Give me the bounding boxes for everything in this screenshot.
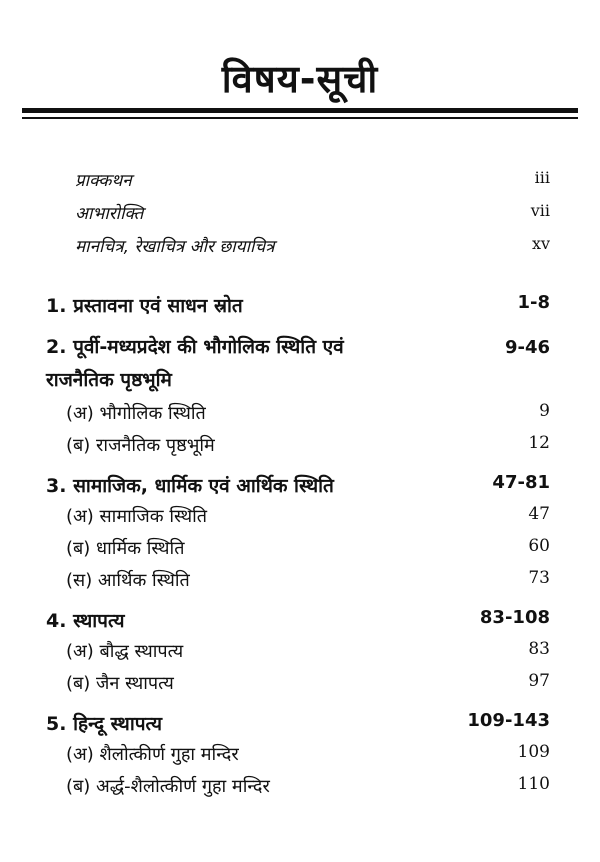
section-label: (अ) सामाजिक स्थिति <box>66 506 208 527</box>
chapter-title <box>46 710 467 736</box>
section-page: 97 <box>528 671 550 691</box>
chapter-number: 5. <box>46 713 67 735</box>
toc-section-4b[interactable] <box>46 671 550 703</box>
chapter-number: 4. <box>46 610 67 632</box>
entry-page: vii <box>530 201 550 220</box>
section-page: 110 <box>517 774 550 794</box>
toc-section-2a[interactable] <box>46 401 550 433</box>
toc-chapter-5[interactable] <box>46 710 550 742</box>
section-page: 47 <box>528 504 550 524</box>
toc-section-2b[interactable] <box>46 433 550 465</box>
section-page: 12 <box>528 433 550 453</box>
chapter-title-text: हिन्दू स्थापत्य <box>73 713 163 735</box>
chapter-title <box>46 472 492 498</box>
toc-entry-preface[interactable] <box>46 168 550 201</box>
section-page: 109 <box>517 742 550 762</box>
toc-entry-acknowledgement[interactable] <box>46 201 550 234</box>
toc-section-4a[interactable] <box>46 639 550 671</box>
section-page: 60 <box>528 536 550 556</box>
chapter-pages: 1-8 <box>517 292 550 313</box>
section-label: (स) आर्थिक स्थिति <box>66 570 190 591</box>
chapter-title-text: प्रस्तावना एवं साधन स्रोत <box>73 295 243 317</box>
section-label: (ब) राजनैतिक पृष्ठभूमि <box>66 435 215 456</box>
toc-section-5a[interactable] <box>46 742 550 774</box>
chapter-number: 3. <box>46 475 67 497</box>
toc-chapter-2[interactable] <box>46 331 550 401</box>
section-label: (ब) अर्द्ध-शैलोत्कीर्ण गुहा मन्दिर <box>66 776 270 797</box>
table-of-contents <box>46 168 550 806</box>
section-label: (अ) शैलोत्कीर्ण गुहा मन्दिर <box>66 744 239 765</box>
spacer <box>46 267 550 285</box>
toc-chapter-1[interactable] <box>46 292 550 324</box>
toc-chapter-3[interactable] <box>46 472 550 504</box>
toc-section-3b[interactable] <box>46 536 550 568</box>
chapter-title <box>46 292 517 318</box>
entry-label: आभारोक्ति <box>75 204 144 224</box>
section-page: 73 <box>528 568 550 588</box>
section-label: (ब) धार्मिक स्थिति <box>66 538 185 559</box>
toc-chapter-4[interactable] <box>46 607 550 639</box>
chapter-title <box>46 331 505 397</box>
section-label: (अ) भौगोलिक स्थिति <box>66 403 206 424</box>
chapter-number: 2. <box>46 336 67 358</box>
title-rule-thick <box>22 108 578 113</box>
section-page: 83 <box>528 639 550 659</box>
entry-page: xv <box>531 234 550 253</box>
section-label: (ब) जैन स्थापत्य <box>66 673 174 694</box>
chapter-title-text: स्थापत्य <box>73 610 125 632</box>
entry-label: प्राक्कथन <box>75 171 132 191</box>
chapter-number: 1. <box>46 295 67 317</box>
chapter-pages: 83-108 <box>479 607 550 628</box>
chapter-title-line1: पूर्वी-मध्यप्रदेश की भौगोलिक स्थिति एवं <box>73 336 344 358</box>
toc-section-5b[interactable] <box>46 774 550 806</box>
chapter-title <box>46 607 480 633</box>
chapter-title-text: सामाजिक, धार्मिक एवं आर्थिक स्थिति <box>73 475 334 497</box>
chapter-pages: 9-46 <box>504 337 550 358</box>
section-page: 9 <box>539 401 550 421</box>
chapter-pages: 109-143 <box>467 710 550 731</box>
entry-label: मानचित्र, रेखाचित्र और छायाचित्र <box>75 237 275 257</box>
toc-entry-maps-figures[interactable] <box>46 234 550 267</box>
entry-page: iii <box>534 168 550 187</box>
page-title: विषय-सूची <box>221 57 379 101</box>
toc-section-3c[interactable] <box>46 568 550 600</box>
chapter-pages: 47-81 <box>492 472 550 493</box>
toc-section-3a[interactable] <box>46 504 550 536</box>
chapter-title-line2: राजनैतिक पृष्ठभूमि <box>46 369 172 391</box>
section-label: (अ) बौद्ध स्थापत्य <box>66 641 184 662</box>
title-rule-thin <box>22 117 578 119</box>
